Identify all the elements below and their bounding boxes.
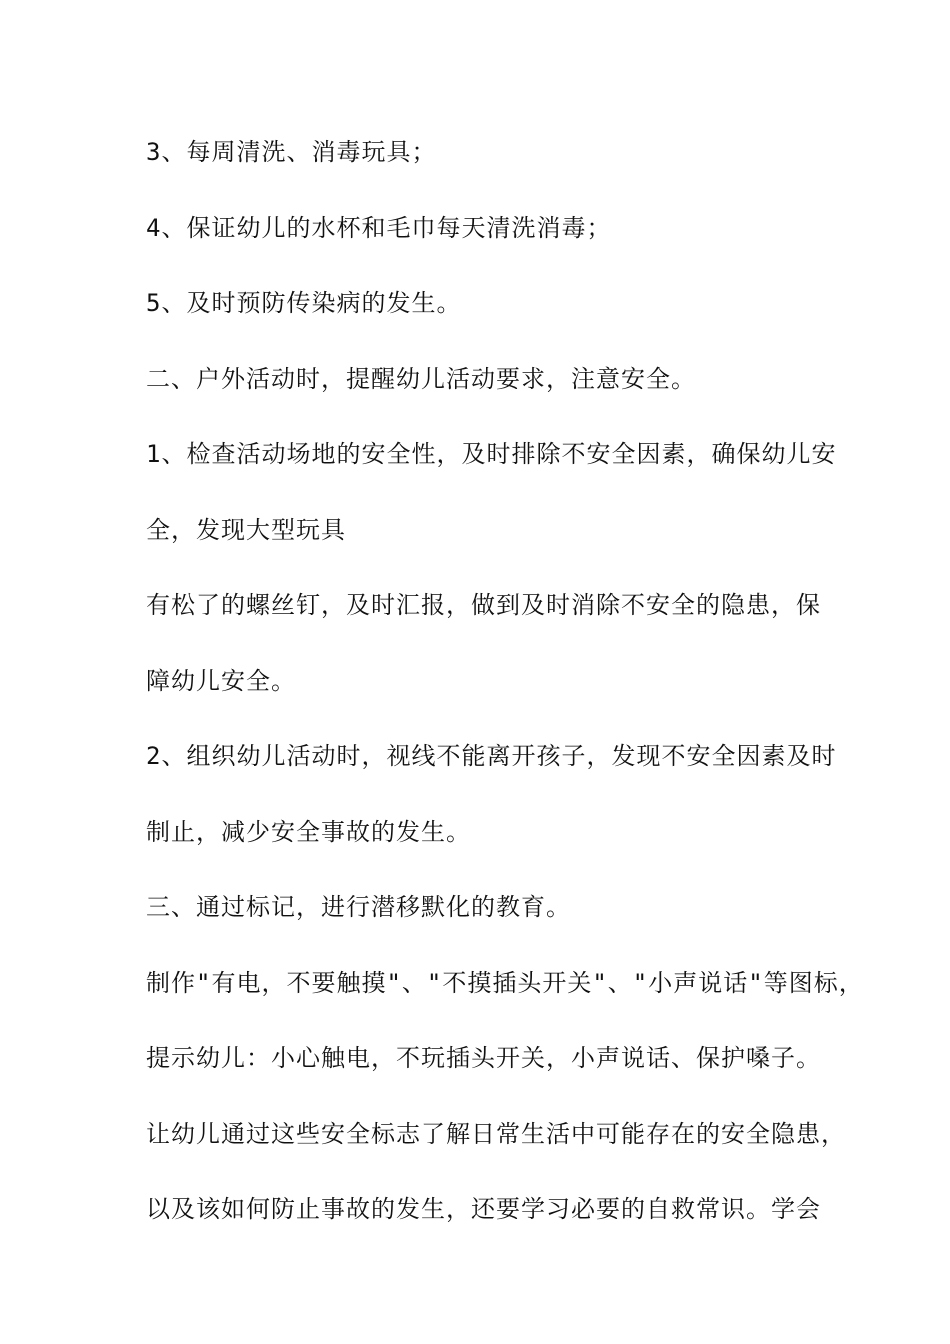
text-line: 5、及时预防传染病的发生。	[146, 289, 462, 317]
text-line: 全，发现大型玩具	[146, 515, 346, 544]
section-heading: 三、通过标记，进行潜移默化的教育。	[146, 893, 571, 921]
section-heading: 二、户外活动时，提醒幼儿活动要求，注意安全。	[146, 364, 696, 393]
text-line: 有松了的螺丝钉，及时汇报，做到及时消除不安全的隐患，保	[146, 591, 821, 619]
text-line: 以及该如何防止事故的发生，还要学习必要的自救常识。学会	[146, 1195, 821, 1223]
text-line: 让幼儿通过这些安全标志了解日常生活中可能存在的安全隐患，	[146, 1119, 846, 1148]
text-line: 2、组织幼儿活动时，视线不能离开孩子，发现不安全因素及时	[146, 742, 837, 770]
text-line: 提示幼儿：小心触电，不玩插头开关，小声说话、保护嗓子。	[146, 1044, 821, 1072]
text-line: 制作"有电，不要触摸"、"不摸插头开关"、"小声说话"等图标，	[146, 968, 864, 997]
text-line: 4、保证幼儿的水杯和毛巾每天清洗消毒；	[146, 213, 612, 242]
text-line: 制止，减少安全事故的发生。	[146, 817, 471, 846]
text-line: 1、检查活动场地的安全性，及时排除不安全因素，确保幼儿安	[146, 440, 837, 468]
text-line: 障幼儿安全。	[146, 666, 296, 695]
document-body	[146, 133, 864, 1266]
text-line: 3、每周清洗、消毒玩具；	[146, 138, 437, 166]
